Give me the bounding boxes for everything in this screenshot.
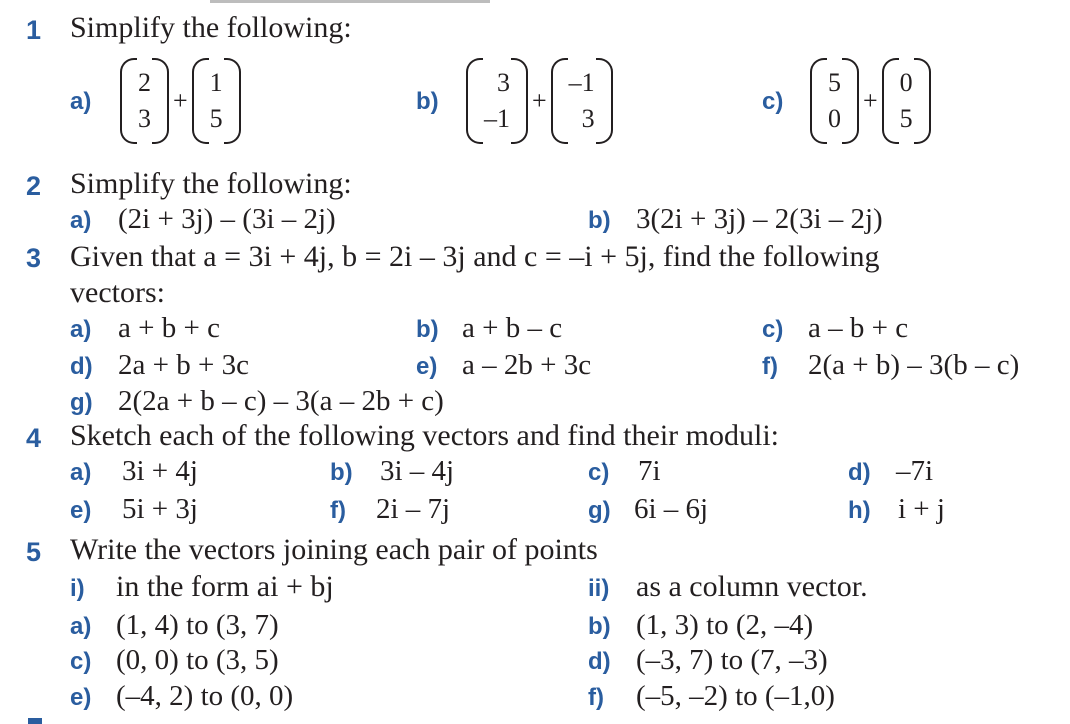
vector-entry: 0	[828, 104, 841, 133]
q2b-expression: 3(2i + 3j) – 2(3i – 2j)	[636, 203, 883, 235]
q4-text: Sketch each of the following vectors and find their moduli:	[70, 419, 779, 452]
q2a-expression: (2i + 3j) – (3i – 2j)	[118, 203, 336, 235]
q5a-expression: (1, 4) to (3, 7)	[116, 609, 279, 641]
q2-number: 2	[26, 171, 42, 201]
vector-entry: –1	[568, 68, 595, 97]
q1-number: 1	[26, 15, 42, 45]
q1a-expression	[120, 58, 241, 144]
q3d-label: d)	[70, 353, 93, 380]
q5e-expression: (–4, 2) to (0, 0)	[116, 680, 294, 712]
q4e-label: e)	[70, 497, 92, 524]
vector-entry: 3	[581, 104, 595, 133]
q5e-label: e)	[70, 684, 92, 711]
q4a-label: a)	[70, 459, 92, 486]
q4f-label: f)	[330, 497, 346, 524]
q4h-expression: i + j	[898, 493, 945, 525]
q5-number: 5	[26, 537, 42, 567]
vector-entry: 5	[828, 68, 841, 97]
left-paren	[551, 58, 568, 144]
plus-sign: +	[173, 86, 188, 115]
q1c-label: c)	[762, 88, 784, 115]
right-paren	[511, 58, 528, 144]
q5-text: Write the vectors joining each pair of points	[70, 533, 598, 566]
q5d-expression: (–3, 7) to (7, –3)	[636, 644, 828, 676]
left-paren	[810, 58, 827, 144]
q3c-expression: a – b + c	[808, 312, 909, 344]
vector-entry: 3	[138, 104, 151, 133]
q4g-expression: 6i – 6j	[634, 493, 709, 525]
right-paren	[224, 58, 241, 144]
plus-sign: +	[863, 86, 878, 115]
q5b-label: b)	[588, 613, 611, 640]
left-paren	[192, 58, 209, 144]
q1-text: Simplify the following:	[70, 11, 352, 44]
q4-number: 4	[26, 423, 42, 453]
q3a-expression: a + b + c	[118, 312, 220, 344]
q3f-expression: 2(a + b) – 3(b – c)	[808, 349, 1020, 381]
q3a-label: a)	[70, 316, 92, 343]
vector-entry: 3	[497, 68, 510, 97]
top-rule	[210, 0, 490, 3]
q5f-expression: (–5, –2) to (–1,0)	[636, 680, 835, 712]
q5b-expression: (1, 3) to (2, –4)	[636, 609, 814, 641]
q4h-label: h)	[848, 497, 871, 524]
q5ii-text: as a column vector.	[636, 570, 868, 603]
q4b-expression: 3i – 4j	[380, 455, 455, 487]
q3e-expression: a – 2b + 3c	[462, 349, 592, 381]
left-paren	[466, 58, 483, 144]
next-question-number-fragment	[28, 718, 42, 724]
vector-entry: 0	[899, 68, 913, 97]
q3e-label: e)	[416, 353, 438, 380]
q4e-expression: 5i + 3j	[122, 493, 198, 525]
q3c-label: c)	[762, 316, 784, 343]
vector-entry: –1	[484, 104, 510, 133]
q4d-label: d)	[848, 459, 871, 486]
left-paren	[882, 58, 899, 144]
q2a-label: a)	[70, 207, 92, 234]
q3-number: 3	[26, 243, 42, 273]
q4c-expression: 7i	[638, 455, 661, 487]
q5c-label: c)	[70, 648, 92, 675]
vector-entry: 5	[899, 104, 913, 133]
q5d-label: d)	[588, 648, 611, 675]
q4f-expression: 2i – 7j	[376, 493, 451, 525]
vector-entry: 1	[209, 68, 223, 97]
right-paren	[842, 58, 859, 144]
q1b-expression	[466, 58, 613, 144]
q5f-label: f)	[588, 684, 604, 711]
q5a-label: a)	[70, 613, 92, 640]
q4b-label: b)	[330, 459, 353, 486]
q2-text: Simplify the following:	[70, 167, 352, 200]
q3g-expression: 2(2a + b – c) – 3(a – 2b + c)	[118, 385, 444, 417]
left-paren	[120, 58, 137, 144]
vector-entry: 2	[138, 68, 151, 97]
q1b-label: b)	[416, 88, 439, 115]
plus-sign: +	[532, 86, 547, 115]
right-paren	[152, 58, 169, 144]
q1a-label: a)	[70, 88, 92, 115]
q4c-label: c)	[588, 459, 610, 486]
q4a-expression: 3i + 4j	[122, 455, 198, 487]
q5i-label: i)	[70, 575, 85, 602]
q2b-label: b)	[588, 207, 611, 234]
q4d-expression: –7i	[896, 455, 934, 487]
q5ii-label: ii)	[588, 575, 610, 602]
right-paren	[596, 58, 613, 144]
q3b-expression: a + b – c	[462, 312, 563, 344]
q5i-text: in the form ai + bj	[116, 570, 334, 603]
right-paren	[914, 58, 931, 144]
q3-text-line1: Given that a = 3i + 4j, b = 2i – 3j and c = –i + 5j, find the following	[70, 240, 880, 273]
q3g-label: g)	[70, 389, 93, 416]
q4g-label: g)	[588, 497, 611, 524]
q1c-expression	[810, 58, 931, 144]
q5c-expression: (0, 0) to (3, 5)	[116, 644, 279, 676]
q3b-label: b)	[416, 316, 439, 343]
q3d-expression: 2a + b + 3c	[118, 349, 249, 381]
q3-text-line2: vectors:	[70, 276, 165, 309]
q3f-label: f)	[762, 353, 778, 380]
vector-entry: 5	[209, 104, 223, 133]
